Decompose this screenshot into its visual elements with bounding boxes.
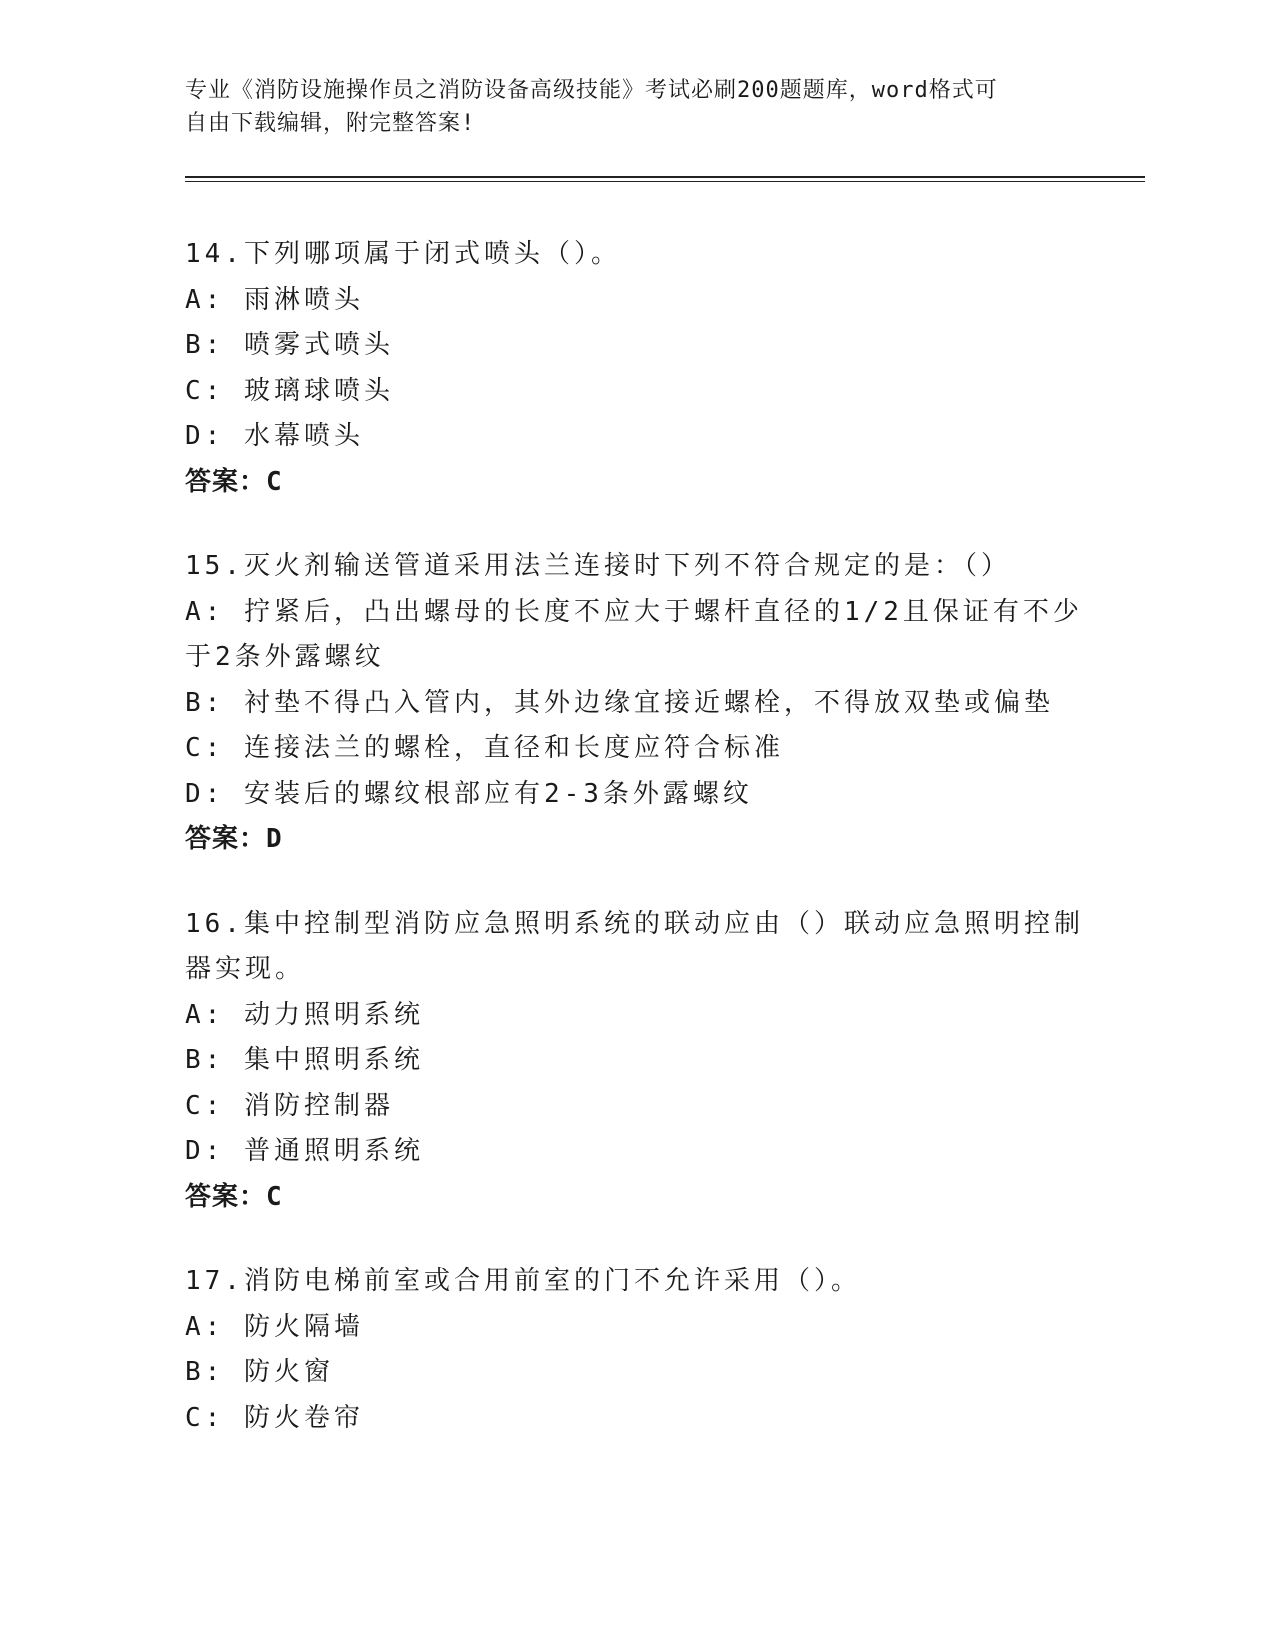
answer: 答案：C <box>185 466 283 497</box>
option-b: B: 防火窗 <box>185 1357 334 1387</box>
question-17 <box>185 1259 1085 1441</box>
question-stem: 15.灭火剂输送管道采用法兰连接时下列不符合规定的是：（） <box>185 551 1011 581</box>
answer: 答案：D <box>185 824 283 854</box>
answer: 答案：C <box>185 1181 283 1212</box>
option-d: D: 安装后的螺纹根部应有2-3条外露螺纹 <box>185 778 753 809</box>
question-stem: 16.集中控制型消防应急照明系统的联动应由（）联动应急照明控制器实现。 <box>185 908 1084 984</box>
document-header <box>185 74 1085 140</box>
option-a: A: 雨淋喷头 <box>185 284 364 315</box>
option-b: B: 集中照明系统 <box>185 1045 424 1075</box>
option-d: D: 水幕喷头 <box>185 421 364 451</box>
option-b: B: 喷雾式喷头 <box>185 330 394 360</box>
option-b: B: 衬垫不得凸入管内，其外边缘宜接近螺栓，不得放双垫或偏垫 <box>185 687 1054 718</box>
question-stem: 14.下列哪项属于闭式喷头（）。 <box>185 239 621 269</box>
option-c: C: 玻璃球喷头 <box>185 375 394 406</box>
option-c: C: 消防控制器 <box>185 1090 394 1121</box>
header-divider-thick <box>185 176 1145 178</box>
option-c: C: 防火卷帘 <box>185 1402 364 1433</box>
question-stem: 17.消防电梯前室或合用前室的门不允许采用（）。 <box>185 1266 861 1296</box>
question-list <box>185 232 1085 1480</box>
question-15 <box>185 544 1085 863</box>
question-16 <box>185 902 1085 1221</box>
option-d: D: 普通照明系统 <box>185 1136 424 1166</box>
header-divider-thin <box>185 181 1145 182</box>
option-a: A: 拧紧后，凸出螺母的长度不应大于螺杆直径的1/2且保证有不少于2条外露螺纹 <box>185 596 1083 672</box>
header-line-2: 自由下载编辑，附完整答案! <box>185 111 476 136</box>
option-a: A: 防火隔墙 <box>185 1311 364 1342</box>
question-14 <box>185 232 1085 505</box>
option-a: A: 动力照明系统 <box>185 999 424 1030</box>
header-line-1: 专业《消防设施操作员之消防设备高级技能》考试必刷200题题库，word格式可 <box>185 78 998 103</box>
option-c: C: 连接法兰的螺栓，直径和长度应符合标准 <box>185 733 784 763</box>
